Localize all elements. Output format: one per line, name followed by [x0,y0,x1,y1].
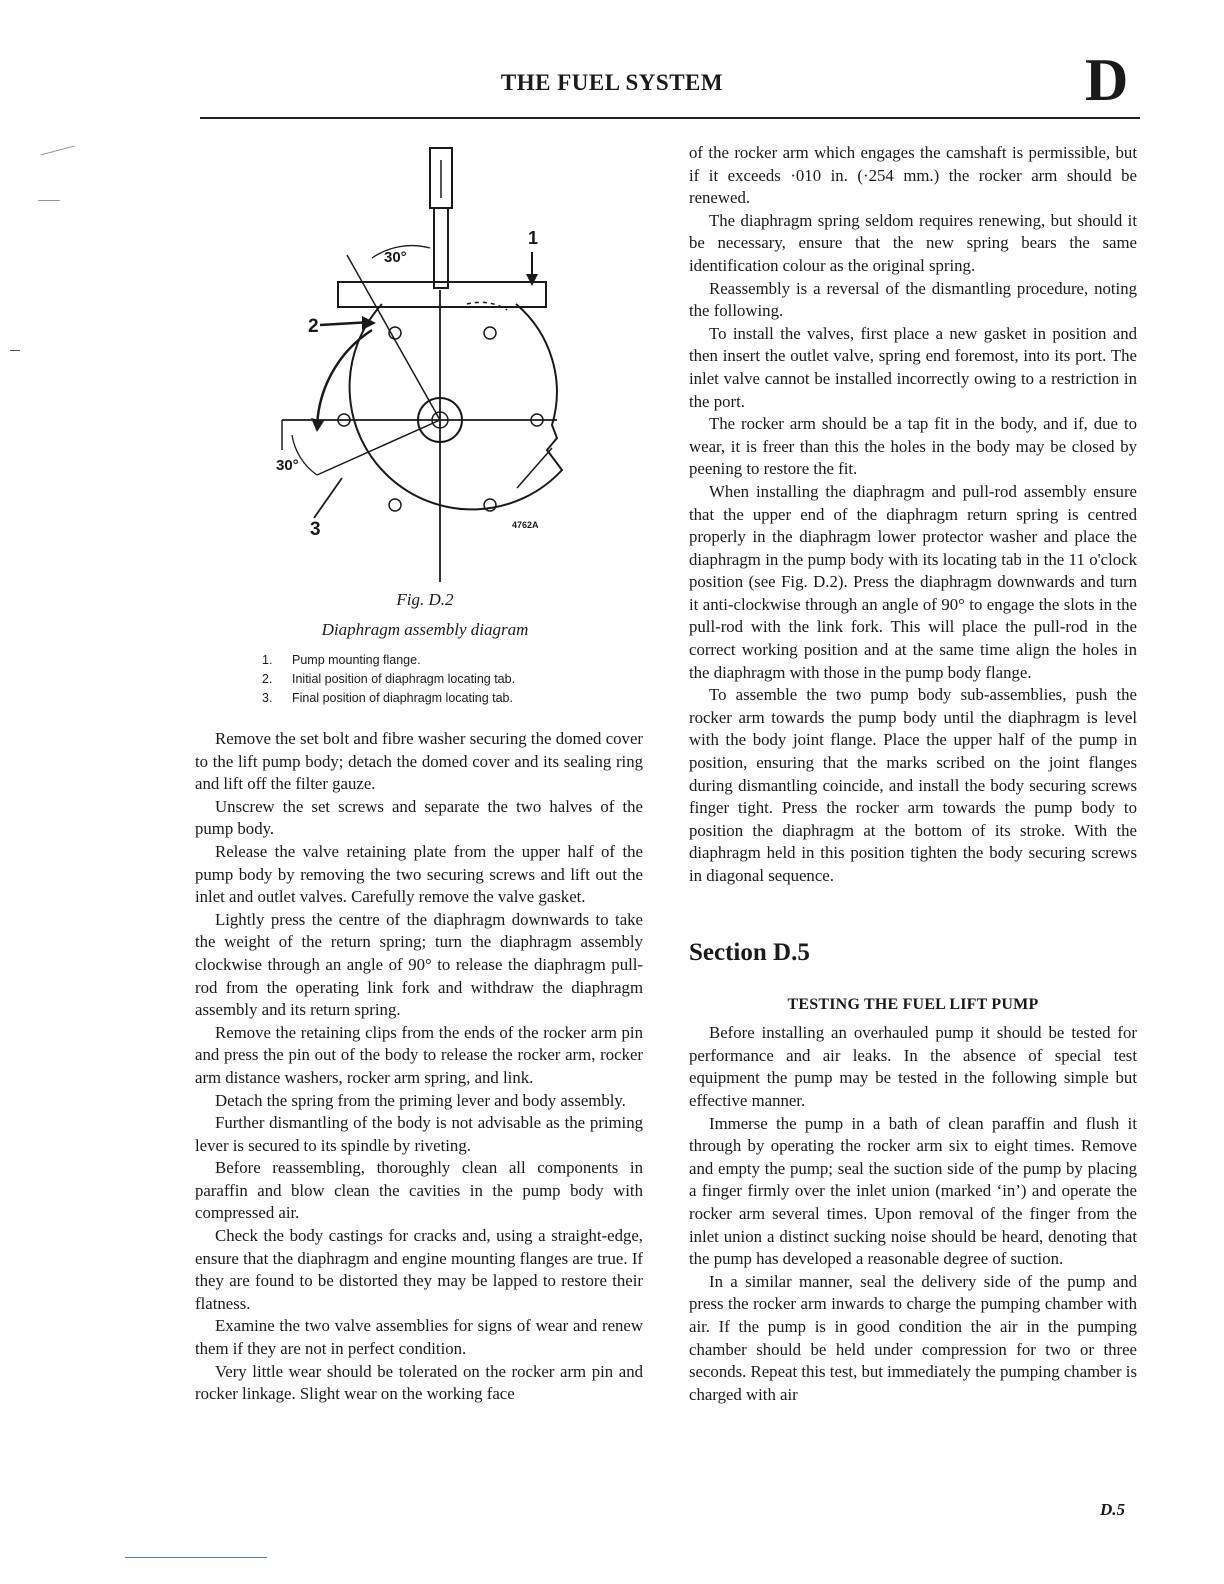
scan-mark [38,200,60,201]
paragraph: Reassembly is a reversal of the dismantling procedure, noting the following. [689,278,1137,321]
legend-text: Final position of diaphragm locating tab. [292,691,513,705]
scan-mark [10,350,20,351]
angle-label-left: 30° [276,457,299,474]
paragraph: Detach the spring from the priming lever and body assembly. [215,1090,626,1110]
figure-ref-code: 4762A [512,520,539,530]
section-heading: Section D.5 [689,938,810,966]
callout-1: 1 [528,228,539,248]
sub-heading: TESTING THE FUEL LIFT PUMP [787,995,1039,1013]
paragraph: In a similar manner, seal the delivery side of the pump and press the rocker arm inwards to charge the pumping chamber with air. If the pump is in good condition the air in the pumping chamber should be held under compression for two or three seconds. Repeat this test, but immediately the pumping chamber is charged with air [689,1271,1137,1404]
arrow-head [362,316,376,330]
pump-body-outline [350,304,562,509]
scan-mark [40,145,74,155]
paragraph: Examine the two valve assemblies for signs of wear and renew them if they are not in perfect condition. [195,1316,643,1359]
legend-item [262,651,642,670]
spout-stem [434,208,448,288]
paragraph: Before installing an overhauled pump it should be tested for performance and air leaks. In the absence of special test equipment the pump may be tested in the following simple but effective manner. [689,1023,1137,1110]
diaphragm-assembly-diagram [262,140,582,585]
callout-3: 3 [310,519,321,540]
section-letter: D [1085,47,1129,113]
page-number: D.5 [1100,1500,1126,1519]
legend-item [262,670,642,689]
right-column [689,142,1137,1406]
paragraph: Remove the set bolt and fibre washer securing the domed cover to the lift pump body; detach the domed cover and its sealing ring and lift off the filter gauze. [195,729,643,794]
paragraph: The rocker arm should be a tap fit in the body, and if, due to wear, it is freer than this the holes in the body may be closed by peening to restore the fit. [689,414,1137,479]
page-header-title: THE FUEL SYSTEM [500,70,724,95]
figure-legend [262,651,642,708]
paragraph: Remove the retaining clips from the ends of the rocker arm pin and press the pin out of the body to release the rocker arm, rocker arm distance washers, rocker arm spring, and link. [195,1022,643,1087]
paragraph: To install the valves, first place a new gasket in position and then insert the outlet valve, spring end foremost, into its port. The inlet valve cannot be installed incorrectly owing to a restriction in the port. [689,323,1137,411]
header-rule [200,117,1140,119]
paragraph-continuation: of the rocker arm which engages the camshaft is permissible, but if it exceeds ·010 in. (·254 mm.) the rocker arm should be renewed. [689,143,1137,208]
angle-label-top: 30° [384,249,407,266]
paragraph: Lightly press the centre of the diaphragm downwards to take the weight of the return spring; turn the diaphragm assembly clockwise through an angle of 90° to release the diaphragm pull-rod from the operating link fork and withdraw the diaphragm assembly and its return spring. [195,909,643,1020]
paragraph: Check the body castings for cracks and, using a straight-edge, ensure that the diaphragm and engine mounting flanges are true. If they are found to be distorted they may be lapped to restore their flatness. [195,1226,643,1313]
legend-num: 3. [262,691,273,705]
legend-text: Initial position of diaphragm locating tab. [292,672,516,686]
paragraph: Very little wear should be tolerated on the rocker arm pin and rocker linkage. Slight wear on the working face [195,1361,643,1404]
paragraph: Before reassembling, thoroughly clean all components in paraffin and blow clean the cavities in the pump body with compressed air. [195,1158,643,1223]
legend-num: 1. [262,653,273,667]
paragraph: Release the valve retaining plate from the upper half of the pump body by removing the two securing screws and lift out the inlet and outlet valves. Carefully remove the valve gasket. [195,841,643,907]
arrow-head [526,274,538,286]
callout-2: 2 [308,316,319,337]
paragraph: Unscrew the set screws and separate the two halves of the pump body. [195,796,643,839]
paragraph: When installing the diaphragm and pull-rod assembly ensure that the upper end of the diaphragm return spring is centred properly in the diaphragm lower protector washer and place the diaphragm in the pump body with its locating tab in the 11 o'clock position (see Fig. D.2). Press the diaphragm downwards and turn it anti-clockwise through an angle of 90° to engage the slots in the pull-rod with the link fork. This will place the pull-rod in the correct working position and at the same time align the holes in the diaphragm with those in the pump body flange. [689,481,1137,682]
legend-item [262,689,642,708]
paragraph: Immerse the pump in a bath of clean paraffin and flush it through by operating the rocker arm six to eight times. Remove and empty the pump; seal the suction side of the pump by placing a finger firmly over the inlet union (marked ‘in’) and operate the rocker arm several times. Upon removal of the finger from the inlet union a distinct sucking noise should be heard, denoting that the pump has developed a reasonable degree of suction. [689,1113,1137,1269]
paragraph: Further dismantling of the body is not advisable as the priming lever is secured to its spindle by riveting. [195,1113,643,1155]
paragraph: To assemble the two pump body sub-assemblies, push the rocker arm towards the pump body until the diaphragm is level with the body joint flange. Place the upper half of the pump in position, ensuring that the marks scribed on the joint flanges during dismantling coincide, and install the body securing screws finger tight. Press the rocker arm towards the pump body to position the diaphragm at the bottom of its stroke. With the diaphragm held in this position tighten the body securing screws in diagonal sequence. [689,685,1137,885]
legend-text: Pump mounting flange. [292,653,421,667]
figure-label: Fig. D.2 [396,590,454,609]
legend-num: 2. [262,672,273,686]
footer-line [125,1557,267,1558]
left-column [195,728,643,1406]
paragraph: The diaphragm spring seldom requires renewing, but should it be necessary, ensure that the new spring bears the same identification colour as the original spring. [689,210,1137,275]
figure-title: Diaphragm assembly diagram [321,620,529,639]
